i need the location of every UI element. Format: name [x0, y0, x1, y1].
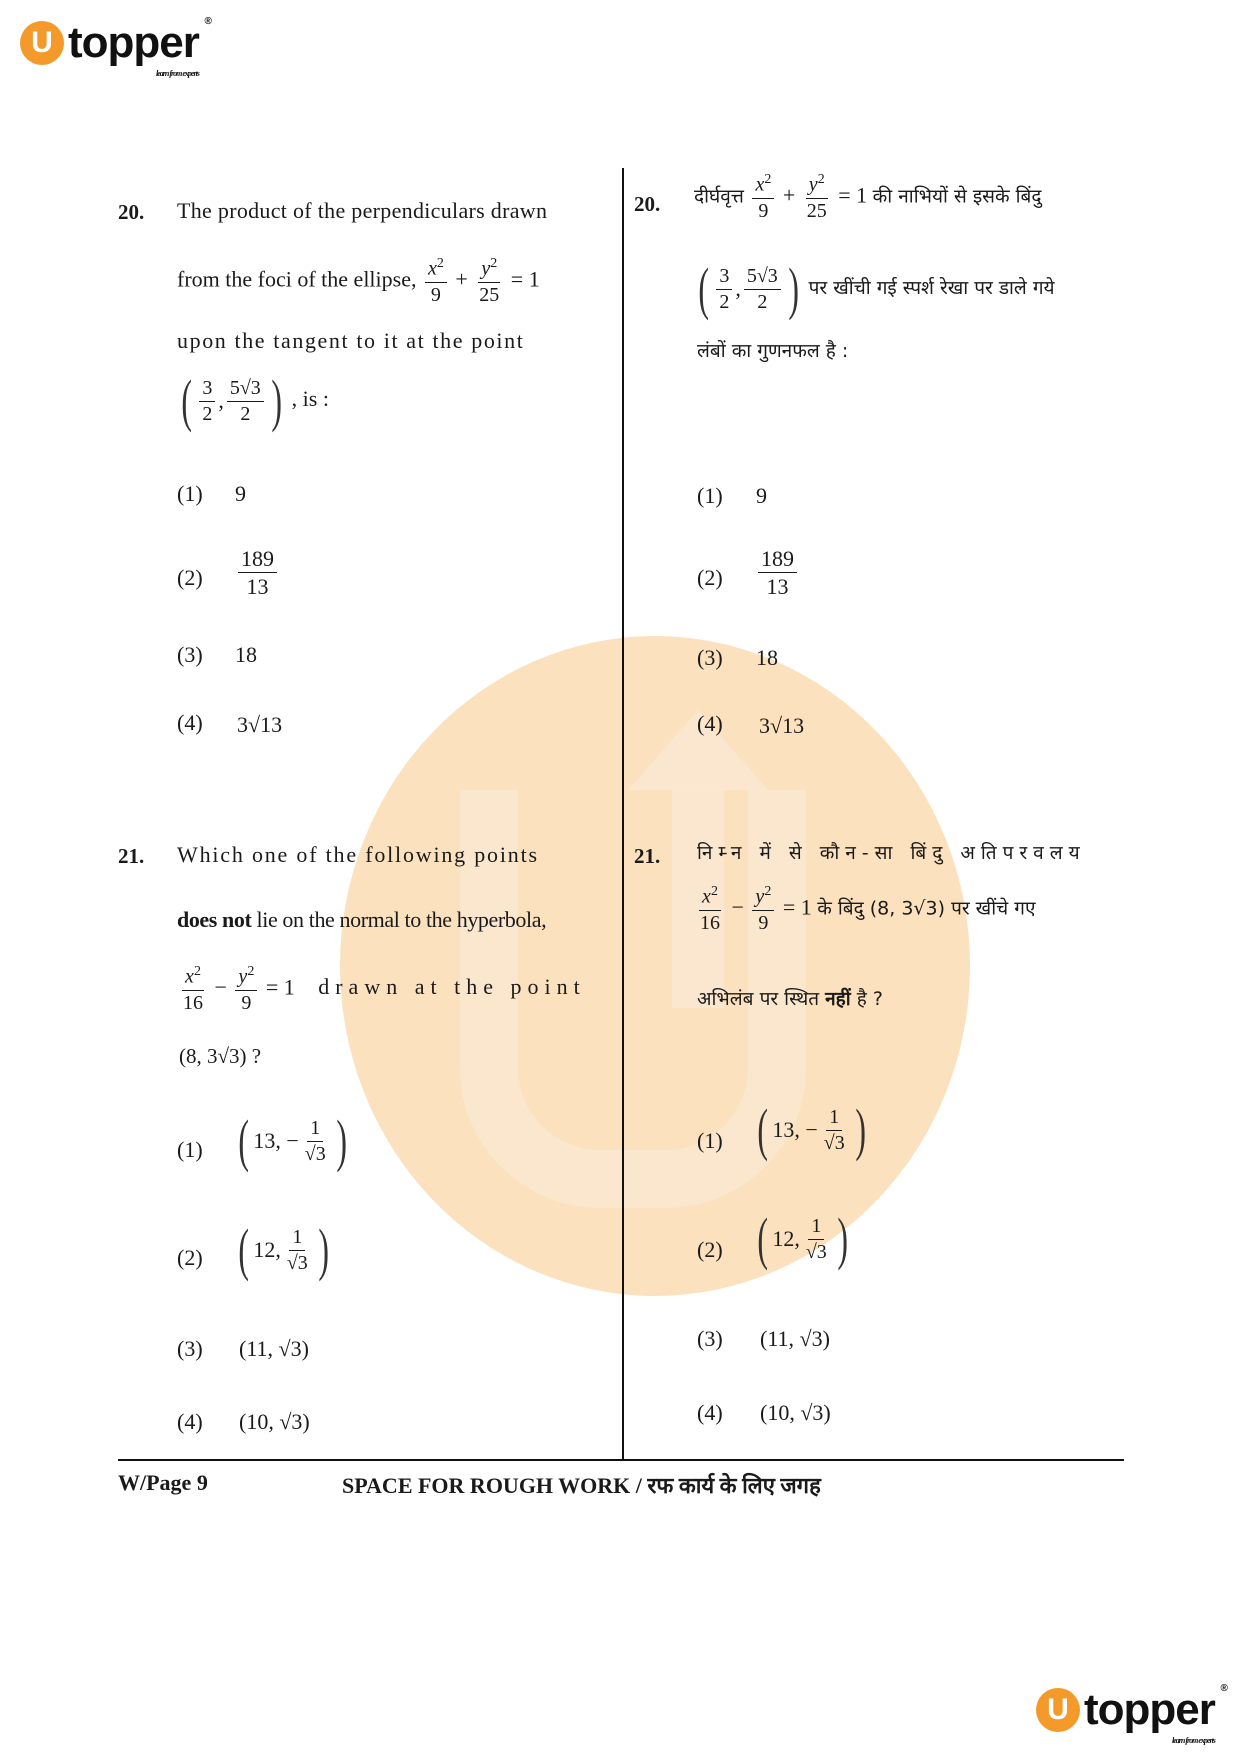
- topper-badge-icon: U: [1036, 1688, 1080, 1732]
- q20-number-en: 20.: [118, 200, 145, 224]
- q20-hi-line2: ( $\frac{3}{2}$ , $\frac{5√3}{2}$ ) पर खींची गई स्पर्श रेखा पर डाले गये: [698, 256, 1055, 321]
- q20-en-opt1-label: (1): [177, 481, 203, 506]
- q21-hi-opt1-label: (1): [697, 1128, 723, 1153]
- q21-en-opt4-value: (10, √3): [239, 1409, 310, 1434]
- q20-number-hi: 20.: [634, 192, 661, 216]
- q21-hi-line1: निम्न में से कौन-सा बिंदु अतिपरवलय: [697, 842, 1086, 864]
- q20-hi-opt3-label: (3): [697, 645, 723, 670]
- q20-hi-line3: लंबों का गुणनफल है :: [697, 340, 849, 362]
- q21-en-opt2-value: ( 12, $\frac{1}{√3}$ ): [238, 1217, 329, 1282]
- q20-hi-opt1-value: 9: [756, 483, 767, 508]
- topper-wordmark: topper: [1084, 1685, 1215, 1734]
- q20-hi-opt4-value: 3√13: [759, 713, 805, 738]
- q20-en-line3: upon the tangent to it at the point: [177, 328, 525, 353]
- q20-en-opt2-label: (2): [177, 565, 203, 590]
- q20-hi-opt2-label: (2): [697, 565, 723, 590]
- ellipse-y-term: $\frac{y^2}{25}$: [479, 256, 500, 306]
- footer-rule: [118, 1459, 1124, 1461]
- q20-en-line1: The product of the perpendiculars drawn: [177, 198, 548, 223]
- q20-hi-opt1-label: (1): [697, 483, 723, 508]
- q21-en-opt1-label: (1): [177, 1137, 203, 1162]
- topper-badge-icon: U: [20, 21, 64, 65]
- q20-hi-opt4-label: (4): [697, 711, 723, 736]
- q21-en-line2: does not lie on the normal to the hyperbola,: [177, 907, 547, 932]
- q20-en-point: ( $\frac{3}{2}$ , $\frac{5√3}{2}$ ) , is :: [181, 368, 329, 433]
- q21-en-opt1-value: ( 13, − $\frac{1}{√3}$ ): [238, 1108, 347, 1173]
- q21-hi-opt2-value: ( 12, $\frac{1}{√3}$ ): [757, 1206, 848, 1271]
- q21-en-opt2-label: (2): [177, 1245, 203, 1270]
- q20-en-opt4-value: 3√13: [237, 712, 283, 737]
- topper-logo-bottom: [1036, 1683, 1227, 1745]
- registered-mark: ®: [1220, 1683, 1227, 1694]
- q20-en-opt1-value: 9: [235, 481, 246, 506]
- registered-mark: ®: [204, 16, 211, 27]
- q20-en-opt2-value: $\frac{189}{13}$: [235, 546, 280, 600]
- page-number: W/Page 9: [118, 1470, 208, 1495]
- q21-hi-opt3-value: (11, √3): [760, 1326, 830, 1351]
- q20-hi-opt2-value: $\frac{189}{13}$: [755, 546, 800, 600]
- rough-work-label: SPACE FOR ROUGH WORK / रफ कार्य के लिए जगह: [342, 1473, 821, 1498]
- ellipse-x-term: $\frac{x^2}{9}$: [425, 256, 447, 307]
- q21-en-opt3-label: (3): [177, 1336, 203, 1361]
- topper-tagline: learn from experts: [1172, 1736, 1215, 1745]
- q21-hi-opt1-value: ( 13, − $\frac{1}{√3}$ ): [757, 1097, 866, 1162]
- topper-tagline: learn from experts: [156, 69, 199, 78]
- q21-en-line3: $\frac{x^2}{16}$ − $\frac{y^2}{9}$ = 1 drawn at the point: [183, 964, 586, 1014]
- q20-en-opt3-value: 18: [235, 642, 257, 667]
- q21-hi-line3: अभिलंब पर स्थित नहीं है ?: [697, 988, 883, 1010]
- q21-hi-opt4-value: (10, √3): [760, 1400, 831, 1425]
- q20-en-opt3-label: (3): [177, 642, 203, 667]
- q20-hi-opt3-value: 18: [756, 645, 778, 670]
- q21-en-opt3-value: (11, √3): [239, 1336, 309, 1361]
- q21-number-hi: 21.: [634, 844, 661, 868]
- column-divider: [622, 168, 624, 1460]
- topper-logo-top: [20, 16, 211, 78]
- q20-en-line2: from the foci of the ellipse, $\frac{x^2}{9}$ + $\frac{y^2}{25}$ = 1: [177, 256, 540, 306]
- q20-en-opt4-label: (4): [177, 710, 203, 735]
- q21-hi-opt4-label: (4): [697, 1400, 723, 1425]
- q21-hi-opt3-label: (3): [697, 1326, 723, 1351]
- q21-en-line4: (8, 3√3) ?: [179, 1044, 262, 1068]
- q20-hi-line1: दीर्घवृत्त $\frac{x^2}{9}$ + $\frac{y^2}{25}$ = 1 की नाभियों से इसके बिंदु: [694, 172, 1042, 222]
- topper-wordmark: topper: [68, 18, 199, 67]
- q21-en-line1: Which one of the following points: [177, 842, 539, 867]
- q21-hi-opt2-label: (2): [697, 1237, 723, 1262]
- q21-en-opt4-label: (4): [177, 1409, 203, 1434]
- q21-number-en: 21.: [118, 844, 145, 868]
- q21-hi-line2: $\frac{x^2}{16}$ − $\frac{y^2}{9}$ = 1 के बिंदु (8, 3√3) पर खींचे गए: [700, 884, 1036, 934]
